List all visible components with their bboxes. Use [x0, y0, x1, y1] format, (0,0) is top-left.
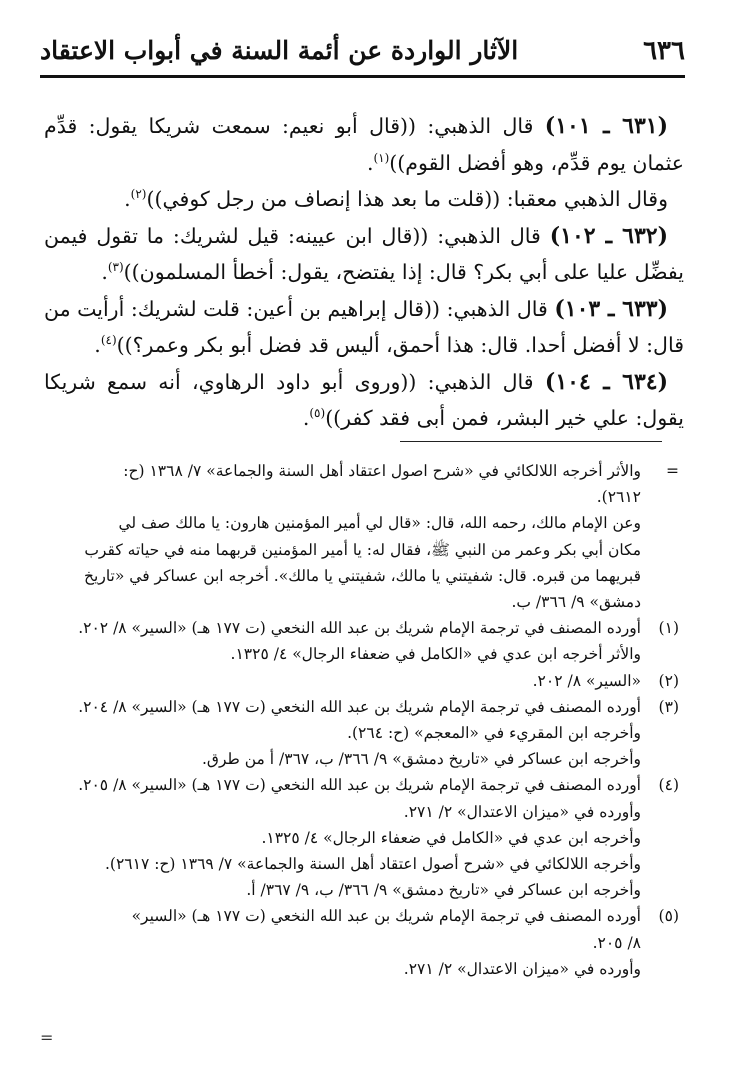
- footnote-continued: [40, 458, 685, 615]
- athar-text: قال الذهبي: ((قال إبراهيم بن أعين: قلت لشريك: أرأيت من قال: لا أفضل أحدا. قال: هذا أحمق، أليس قد فضل أبو بكر وعمر؟)): [44, 296, 684, 357]
- running-title: الآثار الواردة عن أئمة السنة في أبواب الاعتقاد: [40, 36, 519, 65]
- footnote-mark: (٥): [658, 907, 679, 926]
- footnote-2: [40, 668, 685, 694]
- footnote-ref[interactable]: (٥): [309, 406, 326, 421]
- footnote-line: وأخرجه ابن عدي في «الكامل في ضعفاء الرجال» ٤/ ١٣٢٥.: [261, 828, 641, 847]
- page-number: ٦٣٦: [643, 36, 685, 66]
- footnote-line: وأورده في «ميزان الاعتدال» ٢/ ٢٧١.: [403, 802, 641, 821]
- continues-mark: =: [40, 1028, 54, 1047]
- footnote-line: أورده المصنف في ترجمة الإمام شريك بن عبد الله النخعي (ت ١٧٧ هـ) «السير»: [131, 907, 641, 926]
- footnote-line: ٨/ ٢٠٥.: [592, 933, 641, 952]
- footnote-ref[interactable]: (٢): [130, 187, 147, 202]
- footnote-line: أورده المصنف في ترجمة الإمام شريك بن عبد الله النخعي (ت ١٧٧ هـ) «السير» ٨/ ٢٠٥.: [78, 776, 641, 795]
- athar-text: قال الذهبي: ((وروى أبو داود الرهاوي، أنه سمع شريكا يقول: علي خير البشر، فمن أبى فقد كفر)): [44, 369, 684, 430]
- footnote-3: [40, 694, 685, 773]
- footnote-separator: [400, 441, 662, 442]
- footnote-5: [40, 903, 685, 982]
- athar-text: قال الذهبي: ((قال أبو نعيم: سمعت شريكا يقول: قدِّم عثمان يوم قدِّم، وهو أفضل القوم)): [44, 114, 684, 175]
- footnote-line: قبريهما من قبره. قال: شفيتني يا مالك، شفيتني يا مالك». أخرجه ابن عساكر في «تاريخ: [84, 566, 641, 585]
- footnote-ref[interactable]: (٣): [107, 260, 124, 275]
- footnotes: [40, 458, 685, 982]
- athar-number: (٦٣١ ـ ١٠١): [544, 113, 668, 139]
- footnote-mark: (٣): [658, 697, 679, 716]
- main-text: [44, 108, 684, 437]
- footnote-mark: (١): [658, 619, 679, 638]
- page-header: [40, 34, 685, 70]
- footnote-line: وأخرجه اللالكائي في «شرح أصول اعتقاد أهل السنة والجماعة» ٧/ ١٣٦٩ (ح: ٢٦١٧).: [104, 855, 641, 874]
- footnote-line: «السير» ٨/ ٢٠٢.: [532, 671, 641, 690]
- footnote-ref[interactable]: (١): [373, 150, 390, 165]
- paragraph-632: (٦٣٢ ـ ١٠٢) قال الذهبي: ((قال ابن عيينه: قيل لشريك: ما تقول فيمن يفضِّل عليا على أبي بكر؟ قال: إذا يفتضح، يقول: أخطأ المسلمون))$^{(٣)}$.: [44, 222, 684, 284]
- footnote-line: وأخرجه ابن عساكر في «تاريخ دمشق» ٩/ ٣٦٦/ ب، ٩/ ٣٦٧/ أ.: [246, 881, 641, 900]
- footnote-line: وعن الإمام مالك، رحمه الله، قال: «قال لي أمير المؤمنين هارون: يا مالك صف لي: [118, 514, 641, 533]
- footnote-line: وأخرجه ابن عساكر في «تاريخ دمشق» ٩/ ٣٦٦/ ب، ٣٦٧/ أ من طرق.: [201, 750, 641, 769]
- footnote-line: والأثر أخرجه ابن عدي في «الكامل في ضعفاء الرجال» ٤/ ١٣٢٥.: [230, 645, 641, 664]
- footnote-line: وأخرجه ابن المقريء في «المعجم» (ح: ٢٦٤).: [347, 724, 641, 743]
- footnote-line: أورده المصنف في ترجمة الإمام شريك بن عبد الله النخعي (ت ١٧٧ هـ) «السير» ٨/ ٢٠٢.: [78, 619, 641, 638]
- footnote-mark: (٤): [658, 776, 679, 795]
- athar-text: وقال الذهبي معقبا: ((قلت ما بعد هذا إنصاف من رجل كوفي)): [146, 187, 668, 211]
- footnote-line: مكان أبي بكر وعمر من النبي ﷺ، فقال له: يا أمير المؤمنين قربهما منه في حياته كقرب: [84, 540, 641, 559]
- footnote-1: [40, 615, 685, 667]
- athar-number: (٦٣٢ ـ ١٠٢): [549, 222, 668, 249]
- paragraph-631: (٦٣١ ـ ١٠١) قال الذهبي: ((قال أبو نعيم: سمعت شريكا يقول: قدِّم عثمان يوم قدِّم، وهو أفضل القوم))$^{(١)}$.: [44, 113, 684, 175]
- paragraph-commentary: وقال الذهبي معقبا: ((قلت ما بعد هذا إنصاف من رجل كوفي))$^{(٢)}$.: [124, 187, 668, 211]
- footnote-ref[interactable]: (٤): [100, 333, 117, 348]
- athar-number: (٦٣٣ ـ ١٠٣): [554, 295, 668, 322]
- header-rule: [40, 75, 685, 78]
- footnote-line: والأثر أخرجه اللالكائي في «شرح اصول اعتقاد أهل السنة والجماعة» ٧/ ١٣٦٨ (ح:: [123, 462, 641, 480]
- athar-text: قال الذهبي: ((قال ابن عيينه: قيل لشريك: ما تقول فيمن يفضِّل عليا على أبي بكر؟ قال: إذا يفتضح، يقول: أخطأ المسلمون)): [44, 223, 684, 284]
- athar-number: (٦٣٤ ـ ١٠٤): [544, 368, 669, 395]
- footnote-line: وأورده في «ميزان الاعتدال» ٢/ ٢٧١.: [403, 959, 641, 978]
- paragraph-634: (٦٣٤ ـ ١٠٤) قال الذهبي: ((وروى أبو داود الرهاوي، أنه سمع شريكا يقول: علي خير البشر، فمن أبى فقد كفر))$^{(٥)}$.: [44, 368, 684, 430]
- footnote-line: أورده المصنف في ترجمة الإمام شريك بن عبد الله النخعي (ت ١٧٧ هـ) «السير» ٨/ ٢٠٤.: [78, 697, 641, 716]
- continuation-mark: =: [666, 462, 679, 480]
- footnote-line: دمشق» ٩/ ٣٦٦/ ب.: [511, 593, 641, 612]
- footnote-mark: (٢): [658, 671, 679, 690]
- footnote-4: [40, 772, 685, 903]
- paragraph-633: (٦٣٣ ـ ١٠٣) قال الذهبي: ((قال إبراهيم بن أعين: قلت لشريك: أرأيت من قال: لا أفضل أحدا. قال: هذا أحمق، أليس قد فضل أبو بكر وعمر؟))$^{(٤)}$.: [44, 295, 684, 357]
- footnote-line: ٢٦١٢).: [596, 488, 641, 507]
